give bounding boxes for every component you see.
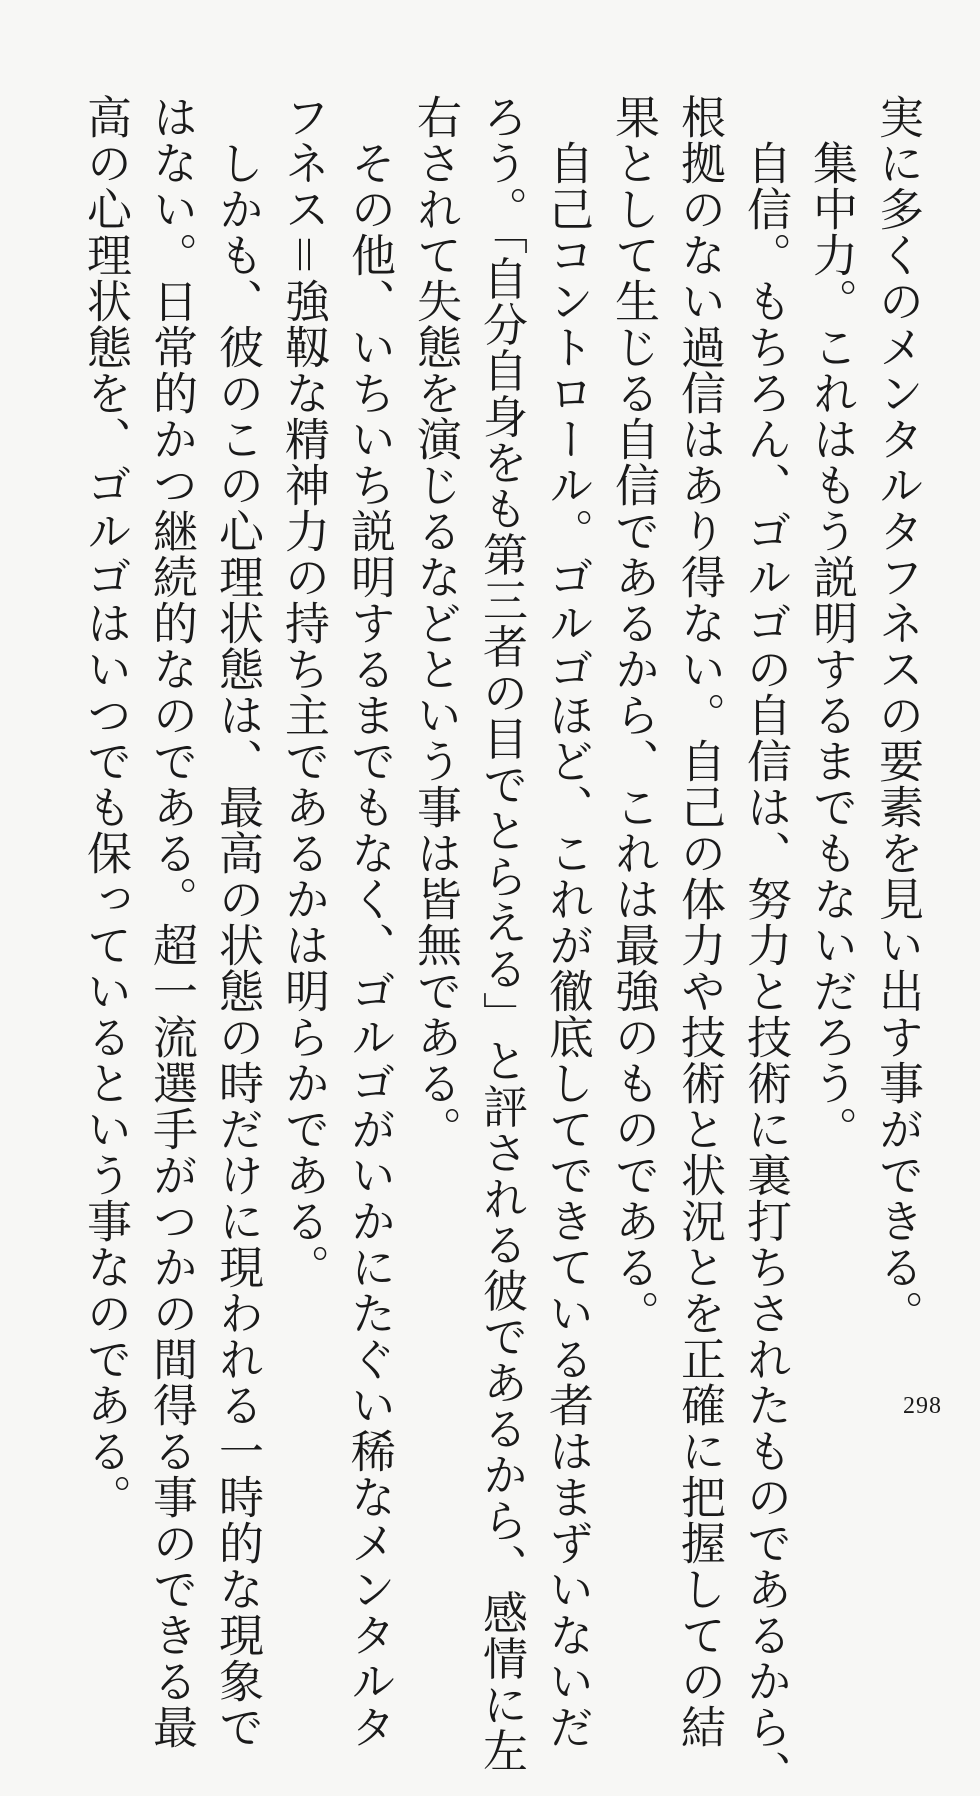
page-number: 298 [903, 1393, 942, 1419]
text-line-8: 右されて失態を演じるなどという事は皆無である。 [409, 94, 462, 1152]
text-line-7: ろう。「自分自身をも第三者の目でとらえる」と評される彼であるから、感情に左 [475, 94, 528, 1774]
text-line-9: その他、いちいち説明するまでもなく、ゴルゴがいかにたぐい稀なメンタルタ [343, 94, 396, 1750]
text-line-5: 果として生じる自信であるから、これは最強のものである。 [607, 94, 660, 1336]
text-line-6: 自己コントロール。ゴルゴほど、これが徹底してできている者はまずいないだ [541, 94, 594, 1750]
text-line-12: はない。日常的かつ継続的なのである。超一流選手がつかの間得る事のできる最 [145, 94, 198, 1750]
text-line-10: フネス＝強靱な精神力の持ち主であるかは明らかである。 [277, 94, 330, 1290]
text-line-2: 集中力。これはもう説明するまでもないだろう。 [805, 94, 858, 1152]
text-line-4: 根拠のない過信はあり得ない。自己の体力や技術と状況とを正確に把握しての結 [673, 94, 726, 1750]
text-line-1: 実に多くのメンタルタフネスの要素を見い出す事ができる。 [871, 94, 924, 1336]
text-line-3: 自信。もちろん、ゴルゴの自信は、努力と技術に裏打ちされたものであるから、 [739, 94, 792, 1796]
text-line-11: しかも、彼のこの心理状態は、最高の状態の時だけに現われる一時的な現象で [211, 94, 264, 1750]
text-line-13: 高の心理状態を、ゴルゴはいつでも保っているという事なのである。 [79, 94, 132, 1520]
